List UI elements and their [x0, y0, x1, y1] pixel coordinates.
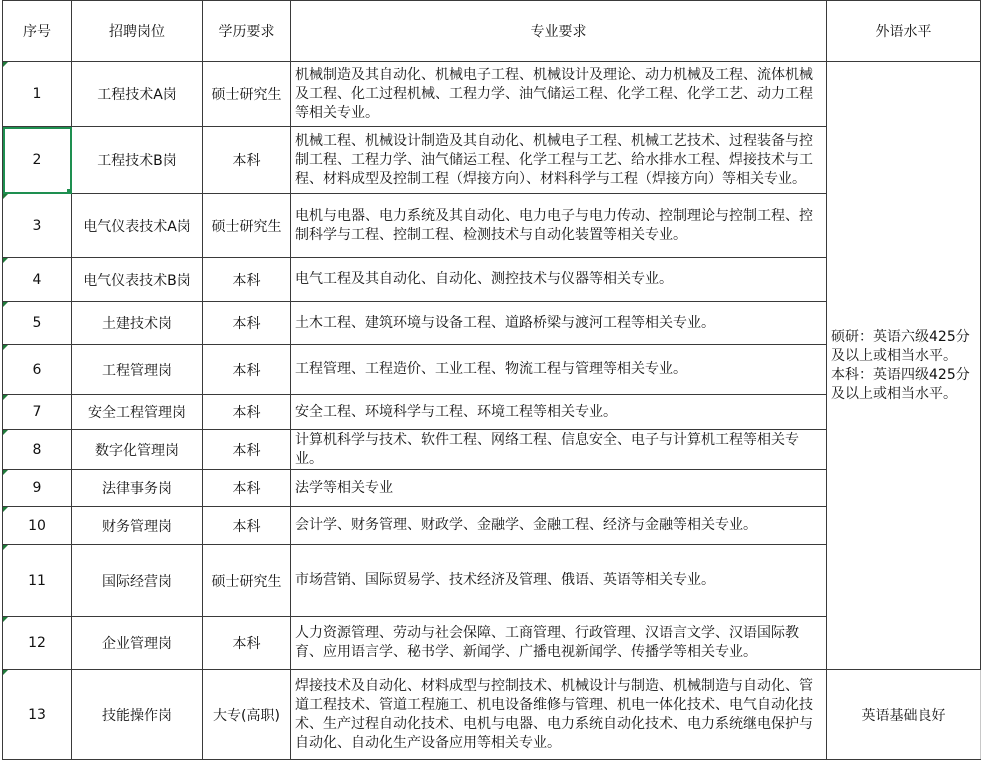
- cell-position[interactable]: 工程技术A岗: [72, 62, 203, 127]
- cell-major[interactable]: 人力资源管理、劳动与社会保障、工商管理、行政管理、汉语言文学、汉语国际教育、应用语言学、秘书学、新闻学、广播电视新闻学、传播学等相关专业。: [291, 617, 827, 670]
- cell-language-row13[interactable]: 英语基础良好: [827, 670, 981, 760]
- cell-major[interactable]: 电气工程及其自动化、自动化、测控技术与仪器等相关专业。: [291, 258, 827, 302]
- cell-position[interactable]: 财务管理岗: [72, 507, 203, 545]
- cell-language-requirement[interactable]: [827, 62, 981, 670]
- cell-position[interactable]: 企业管理岗: [72, 617, 203, 670]
- cell-education[interactable]: 本科: [203, 302, 291, 345]
- cell-no[interactable]: 7: [3, 395, 72, 430]
- cell-education[interactable]: 硕士研究生: [203, 194, 291, 258]
- cell-major[interactable]: 工程管理、工程造价、工业工程、物流工程与管理等相关专业。: [291, 345, 827, 395]
- cell-no[interactable]: 6: [3, 345, 72, 395]
- cell-education[interactable]: 本科: [203, 395, 291, 430]
- cell-no[interactable]: 10: [3, 507, 72, 545]
- header-education[interactable]: 学历要求: [203, 1, 291, 62]
- cell-education[interactable]: 本科: [203, 258, 291, 302]
- cell-education[interactable]: 本科: [203, 507, 291, 545]
- header-position[interactable]: 招聘岗位: [72, 1, 203, 62]
- cell-position[interactable]: 土建技术岗: [72, 302, 203, 345]
- cell-no[interactable]: 8: [3, 430, 72, 470]
- header-major[interactable]: 专业要求: [291, 1, 827, 62]
- language-line: 硕研：英语六级425分: [831, 328, 970, 345]
- table-row: [3, 670, 981, 760]
- cell-position[interactable]: 电气仪表技术B岗: [72, 258, 203, 302]
- cell-position[interactable]: 技能操作岗: [72, 670, 203, 760]
- recruitment-table: [2, 0, 981, 760]
- cell-no-selected[interactable]: 2: [3, 127, 72, 194]
- cell-education[interactable]: 本科: [203, 617, 291, 670]
- cell-no[interactable]: 11: [3, 545, 72, 617]
- cell-no[interactable]: 9: [3, 470, 72, 507]
- cell-position[interactable]: 工程管理岗: [72, 345, 203, 395]
- cell-no[interactable]: 3: [3, 194, 72, 258]
- cell-education[interactable]: 硕士研究生: [203, 62, 291, 127]
- cell-position[interactable]: 电气仪表技术A岗: [72, 194, 203, 258]
- cell-no[interactable]: 4: [3, 258, 72, 302]
- header-language[interactable]: 外语水平: [827, 1, 981, 62]
- cell-position[interactable]: 工程技术B岗: [72, 127, 203, 194]
- cell-education[interactable]: 大专(高职): [203, 670, 291, 760]
- cell-major[interactable]: 机械制造及其自动化、机械电子工程、机械设计及理论、动力机械及工程、流体机械及工程、化工过程机械、工程力学、油气储运工程、化学工程、化学工艺、动力工程等相关专业。: [291, 62, 827, 127]
- cell-education[interactable]: 本科: [203, 470, 291, 507]
- cell-position[interactable]: 数字化管理岗: [72, 430, 203, 470]
- cell-major[interactable]: 机械工程、机械设计制造及其自动化、机械电子工程、机械工艺技术、过程装备与控制工程、工程力学、油气储运工程、化学工程与工艺、给水排水工程、焊接技术与工程、材料成型及控制工程（焊接方向）、材料科学与工程（焊接方向）等相关专业。: [291, 127, 827, 194]
- cell-education[interactable]: 本科: [203, 127, 291, 194]
- cell-no[interactable]: 1: [3, 62, 72, 127]
- language-line: 本科：英语四级425分: [831, 366, 970, 383]
- cell-major[interactable]: 会计学、财务管理、财政学、金融学、金融工程、经济与金融等相关专业。: [291, 507, 827, 545]
- cell-no[interactable]: 13: [3, 670, 72, 760]
- header-row: [3, 1, 981, 62]
- cell-major[interactable]: 法学等相关专业: [291, 470, 827, 507]
- cell-major[interactable]: 电机与电器、电力系统及其自动化、电力电子与电力传动、控制理论与控制工程、控制科学与工程、控制工程、检测技术与自动化装置等相关专业。: [291, 194, 827, 258]
- cell-major[interactable]: 土木工程、建筑环境与设备工程、道路桥梁与渡河工程等相关专业。: [291, 302, 827, 345]
- cell-position[interactable]: 安全工程管理岗: [72, 395, 203, 430]
- cell-position[interactable]: 法律事务岗: [72, 470, 203, 507]
- table-row: [3, 62, 981, 127]
- header-no[interactable]: 序号: [3, 1, 72, 62]
- cell-position[interactable]: 国际经营岗: [72, 545, 203, 617]
- cell-major[interactable]: 焊接技术及自动化、材料成型与控制技术、机械设计与制造、机械制造与自动化、管道工程技术、管道工程施工、机电设备维修与管理、机电一体化技术、电气自动化技术、生产过程自动化技术、电机与电器、电力系统自动化技术、电力系统继电保护与自动化、自动化生产设备应用等相关专业。: [291, 670, 827, 760]
- cell-no[interactable]: 5: [3, 302, 72, 345]
- cell-major[interactable]: 计算机科学与技术、软件工程、网络工程、信息安全、电子与计算机工程等相关专业。: [291, 430, 827, 470]
- cell-education[interactable]: 本科: [203, 345, 291, 395]
- language-line: 及以上或相当水平。: [831, 347, 957, 364]
- language-line: 及以上或相当水平。: [831, 385, 957, 402]
- cell-no[interactable]: 12: [3, 617, 72, 670]
- cell-major[interactable]: 市场营销、国际贸易学、技术经济及管理、俄语、英语等相关专业。: [291, 545, 827, 617]
- cell-education[interactable]: 本科: [203, 430, 291, 470]
- cell-major[interactable]: 安全工程、环境科学与工程、环境工程等相关专业。: [291, 395, 827, 430]
- cell-education[interactable]: 硕士研究生: [203, 545, 291, 617]
